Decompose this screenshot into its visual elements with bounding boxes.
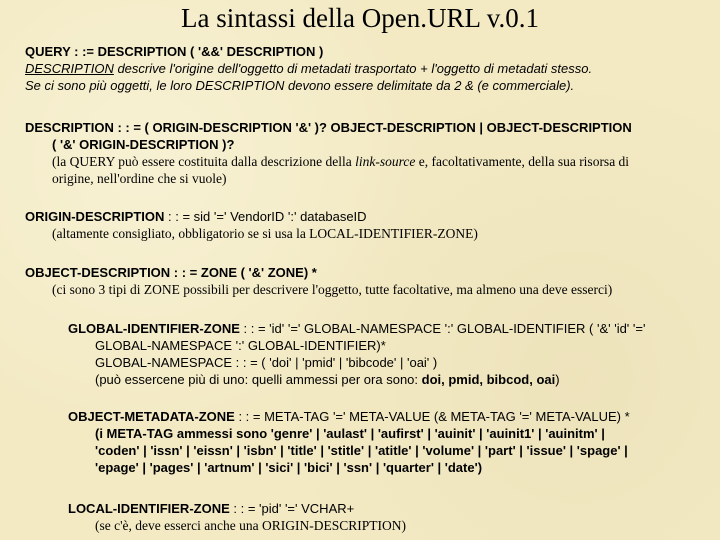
origin-note: (altamente consigliato, obbligatorio se si usa la LOCAL-IDENTIFIER-ZONE) xyxy=(52,226,478,241)
description-term: DESCRIPTION xyxy=(25,61,114,76)
object-rule: OBJECT-DESCRIPTION : : = ZONE ( '&' ZONE) * xyxy=(25,265,317,280)
global-namespace-note xyxy=(68,371,708,388)
object-block xyxy=(25,264,710,298)
local-zone-rule xyxy=(68,500,708,517)
global-note-pre: (può essercene più di uno: quelli ammessi per ora sono: xyxy=(95,372,422,387)
global-note-bold: doi, pmid, bibcod, oai xyxy=(421,372,556,387)
metadata-zone-block xyxy=(68,408,708,476)
description-rule-cont: ( '&' ORIGIN-DESCRIPTION )? xyxy=(52,137,235,152)
local-zone-note: (se c'è, deve esserci anche una ORIGIN-DESCRIPTION) xyxy=(95,518,406,533)
global-zone-cont: GLOBAL-NAMESPACE ':' GLOBAL-IDENTIFIER)* xyxy=(95,338,386,353)
local-zone-body: : : = 'pid' '=' VCHAR+ xyxy=(229,501,355,516)
metadata-zone-body: : : = META-TAG '=' META-VALUE (& META-TAG '=' META-VALUE) * xyxy=(234,409,630,424)
origin-rule xyxy=(25,208,710,225)
description-explanation: descrive l'origine dell'oggetto di metadati trasportato + l'oggetto di metadati stesso. xyxy=(113,61,593,76)
query-description-line xyxy=(25,60,710,77)
global-namespace-rule: GLOBAL-NAMESPACE : : = ( 'doi' | 'pmid' | 'bibcode' | 'oai' ) xyxy=(95,355,438,370)
metadata-tags-l1: (i META-TAG ammessi sono 'genre' | 'aulast' | 'aufirst' | 'auinit' | 'auinit1' | 'auinitm' | xyxy=(95,426,605,441)
description-note-em: link-source xyxy=(355,154,416,169)
origin-rule-name: ORIGIN-DESCRIPTION xyxy=(25,209,165,224)
object-note: (ci sono 3 tipi di ZONE possibili per descrivere l'oggetto, tutte facoltative, ma almeno una deve esserci) xyxy=(52,282,613,297)
global-note-post: ) xyxy=(555,372,560,387)
description-note xyxy=(25,153,710,170)
query-block xyxy=(25,43,710,94)
slide-title: La sintassi della Open.URL v.0.1 xyxy=(181,3,539,33)
description-note-cont: origine, nell'ordine che si vuole) xyxy=(52,171,227,186)
metadata-tags-l3: 'epage' | 'pages' | 'artnum' | 'sici' | 'bici' | 'ssn' | 'quarter' | 'date') xyxy=(95,460,483,475)
origin-rule-body: : : = sid '=' VendorID ':' databaseID xyxy=(164,209,367,224)
description-note-post: e, facoltativamente, della sua risorsa di xyxy=(415,154,630,169)
local-zone-block xyxy=(68,500,708,534)
query-rule: QUERY : := DESCRIPTION ( '&&' DESCRIPTION ) xyxy=(25,44,324,59)
description-note-pre: (la QUERY può essere costituita dalla descrizione della xyxy=(52,154,356,169)
origin-block xyxy=(25,208,710,242)
metadata-zone-rule xyxy=(68,408,708,425)
metadata-zone-name: OBJECT-METADATA-ZONE xyxy=(68,409,235,424)
global-zone-name: GLOBAL-IDENTIFIER-ZONE xyxy=(68,321,240,336)
global-zone-block xyxy=(68,320,708,388)
description-block xyxy=(25,119,710,187)
metadata-tags-l2: 'coden' | 'issn' | 'eissn' | 'isbn' | 'title' | 'stitle' | 'atitle' | 'volume' | 'part' | 'issue' | 'spage' | xyxy=(95,443,628,458)
global-zone-body: : : = 'id' '=' GLOBAL-NAMESPACE ':' GLOBAL-IDENTIFIER ( '&' 'id' '=' xyxy=(239,321,646,336)
query-multiple-note: Se ci sono più oggetti, le loro DESCRIPTION devono essere delimitate da 2 & (e commerciale). xyxy=(25,78,575,93)
description-rule: DESCRIPTION : : = ( ORIGIN-DESCRIPTION '&' )? OBJECT-DESCRIPTION | OBJECT-DESCRIPTION xyxy=(25,120,632,135)
global-zone-rule xyxy=(68,320,708,337)
local-zone-name: LOCAL-IDENTIFIER-ZONE xyxy=(68,501,230,516)
